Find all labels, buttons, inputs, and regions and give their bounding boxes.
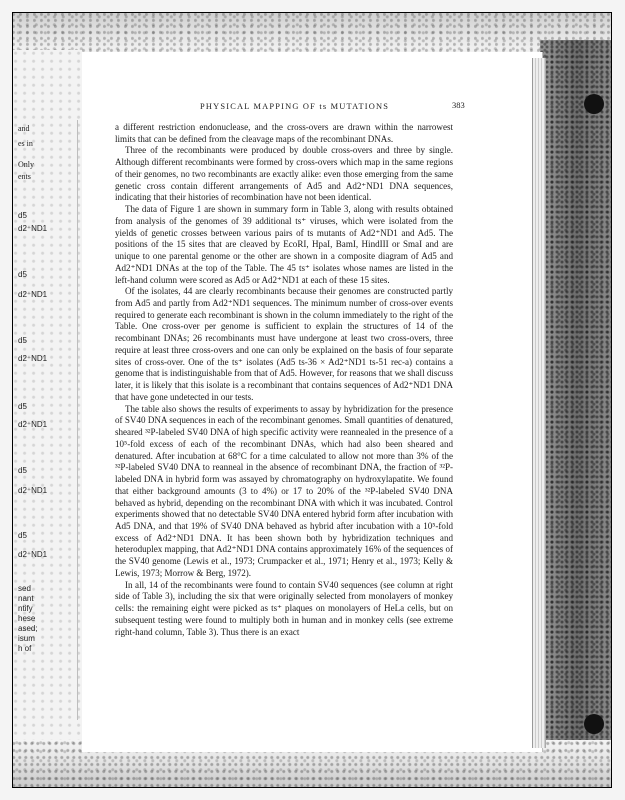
margin-fragment: d2⁺ND1 <box>18 354 48 363</box>
margin-fragment: d5 <box>18 402 27 411</box>
margin-fragment: ents <box>18 172 31 181</box>
margin-fragment: d2⁺ND1 <box>18 224 48 233</box>
margin-fragment: d5 <box>18 466 27 475</box>
paragraph: Three of the recombinants were produced by double cross-overs and three by single. Although different recombinants were formed by cross-overs which map in the same regions of their genomes, no two recombinants are exactly alike: even those emerging from the same genetic cross contain different arrangements of Ad5 and Ad2⁺ND1 DNA sequences, indicating that their histories of recombination have not been identical. <box>115 145 453 203</box>
margin-fragment: hese <box>18 614 36 623</box>
punch-hole-top <box>584 94 604 114</box>
margin-fragment: d2⁺ND1 <box>18 290 48 299</box>
left-page-gutter <box>77 120 78 720</box>
margin-fragment: d5 <box>18 270 27 279</box>
margin-fragment: and <box>18 124 30 133</box>
margin-fragment: d5 <box>18 211 27 220</box>
paragraph: The data of Figure 1 are shown in summary form in Table 3, along with results obtained from analysis of the genomes of 39 additional ts⁺ viruses, which were isolated from the yields of genetic crosses between various pairs of ts mutants of Ad2⁺ND1 and Ad5. The positions of the 15 sites that are cleaved by EcoRI, HpaI, BamI, HindIII or SmaI and are unique to one parental genome or the other are shown in a composite diagram of Ad5 and Ad2⁺ND1 DNAs at the top of the Table. The 45 ts⁺ isolates whose names are listed in the left-hand column were scored as Ad5 or Ad2⁺ND1 at each of these 15 sites. <box>115 204 453 285</box>
running-head: PHYSICAL MAPPING OF ts MUTATIONS <box>200 102 390 111</box>
margin-fragment: d5 <box>18 336 27 345</box>
margin-fragment: sed <box>18 584 31 593</box>
paragraph: a different restriction endonuclease, and the cross-overs are drawn within the narrowest limits that can be defined from the cleavage maps of the recombinant DNAs. <box>115 122 453 144</box>
margin-fragment: h of <box>18 644 32 653</box>
margin-fragment: d2⁺ND1 <box>18 550 48 559</box>
margin-fragment: d5 <box>18 531 27 540</box>
page-number: 383 <box>452 100 465 110</box>
margin-fragment: isum <box>18 634 35 643</box>
margin-fragment: Only <box>18 160 34 169</box>
margin-fragment: es in <box>18 139 33 148</box>
margin-fragment: d2⁺ND1 <box>18 420 48 429</box>
paragraph: In all, 14 of the recombinants were found to contain SV40 sequences (see column at right side of Table 3), including the six that were originally selected from monolayers of monkey cells: the remaining eight were picked as ts⁺ plaques on monolayers of HeLa cells, but on subsequent testing were found to multiply both in human and in monkey cells (see extreme right-hand column, Table 3). Thus there is an exact <box>115 579 453 637</box>
punch-hole-bottom <box>584 714 604 734</box>
body-text <box>115 122 453 638</box>
paragraph: Of the isolates, 44 are clearly recombinants because their genomes are constructed partly from Ad5 and partly from Ad2⁺ND1 sequences. The minimum number of cross-over events required to generate each recombinant is shown in the column immediately to the right of the Table. One cross-over per genome is sufficient to explain the structures of 14 of the recombinant DNAs; 26 recombinants must have undergone at least two cross-overs, three require at least three cross-overs and one can only be explained on the basis of four separate sites of cross-over. One of the ts⁺ isolates (Ad5 ts-36 × Ad2⁺ND1 ts-51 rec-a) contains a genome that is indistinguishable from that of Ad5. However, for reasons that we shall discuss later, it is likely that this isolate is a recombinant that contains sequences of Ad2⁺ND1 DNA that have gone undetected in our tests. <box>115 286 453 402</box>
margin-fragment: ased; <box>18 624 38 633</box>
margin-fragment: d2⁺ND1 <box>18 486 48 495</box>
margin-fragment: nant <box>18 594 34 603</box>
page-stack-edge <box>532 58 546 748</box>
margin-fragment: ntify <box>18 604 33 613</box>
paragraph: The table also shows the results of experiments to assay by hybridization for the presence of SV40 DNA sequences in each of the recombinant genomes. Small quantities of denatured, sheared ³²P-labeled SV40 DNA of high specific activity were reannealed in the presence of a 10⁵-fold excess of each of the recombinant DNAs, which had also been sheared and denatured. After incubation at 68°C for a time calculated to allow not more than 3% of the ³²P-labeled SV40 DNA to reanneal in the absence of recombinant DNA, the fraction of ³²P-labeled DNA in hybrid form was assayed by chromatography on hydroxylapatite. We found that either background amounts (3 to 4%) or 17 to 20% of the ³²P-labeled SV40 DNA behaved as hybrid, depending on the recombinant DNA with which it was incubated. Control experiments showed that no detectable SV40 DNA entered hybrid form after incubation with Ad5 DNA, and that 19% of SV40 DNA behaved as hybrid after incubation with a 10⁵-fold excess of Ad2⁺ND1 DNA. It has been shown both by hybridization techniques and heteroduplex mapping, that Ad2⁺ND1 DNA contains approximately 16% of the sequences of the SV40 genome (Lewis et al., 1973; Crumpacker et al., 1971; Henry et al., 1973; Kelly & Lewis, 1973; Morrow & Berg, 1972). <box>115 403 453 578</box>
